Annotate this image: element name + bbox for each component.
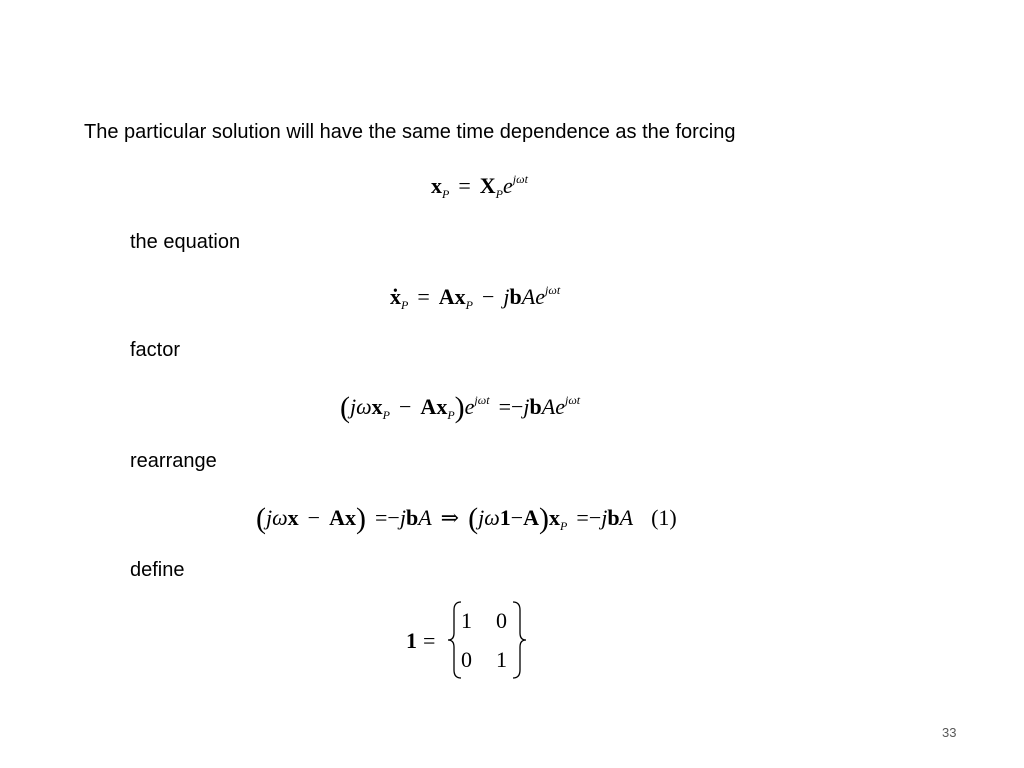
matrix-cell-2-1: 0 bbox=[461, 647, 472, 672]
equation-substituted: ẋ$_P$ = $Ax_P$ − jbAe$^{j\omega t}$ bbox=[390, 283, 561, 312]
identity-symbol: 1 bbox=[406, 628, 417, 653]
matrix-cell-1-1: 1 bbox=[461, 608, 472, 633]
label-factor: factor bbox=[130, 339, 181, 361]
matrix-cell-1-2: 0 bbox=[496, 608, 507, 633]
equation-particular-solution: $x_P = X_Pe^{j\omega t}$ bbox=[431, 172, 528, 201]
label-the-equation: the equation bbox=[130, 231, 241, 253]
equation-rearranged: (jωx − Ax) =−jbA ⇒ $(j\omega 1-A)x_P =-jbA$ (1) bbox=[256, 502, 677, 535]
equals-sign: = bbox=[423, 628, 436, 653]
equation-number: (1) bbox=[651, 505, 677, 530]
equation-factored: $(j\omega x_P - Ax_P)e^{j\omega t}$ =−jbAe$^{j\omega t}$ bbox=[340, 391, 581, 424]
right-brace-icon bbox=[510, 600, 528, 680]
page-number: 33 bbox=[942, 725, 957, 740]
label-define: define bbox=[130, 559, 185, 581]
matrix-cell-2-2: 1 bbox=[496, 647, 507, 672]
label-rearrange: rearrange bbox=[130, 450, 217, 472]
intro-text: The particular solution will have the same time dependence as the forcing bbox=[84, 121, 736, 143]
